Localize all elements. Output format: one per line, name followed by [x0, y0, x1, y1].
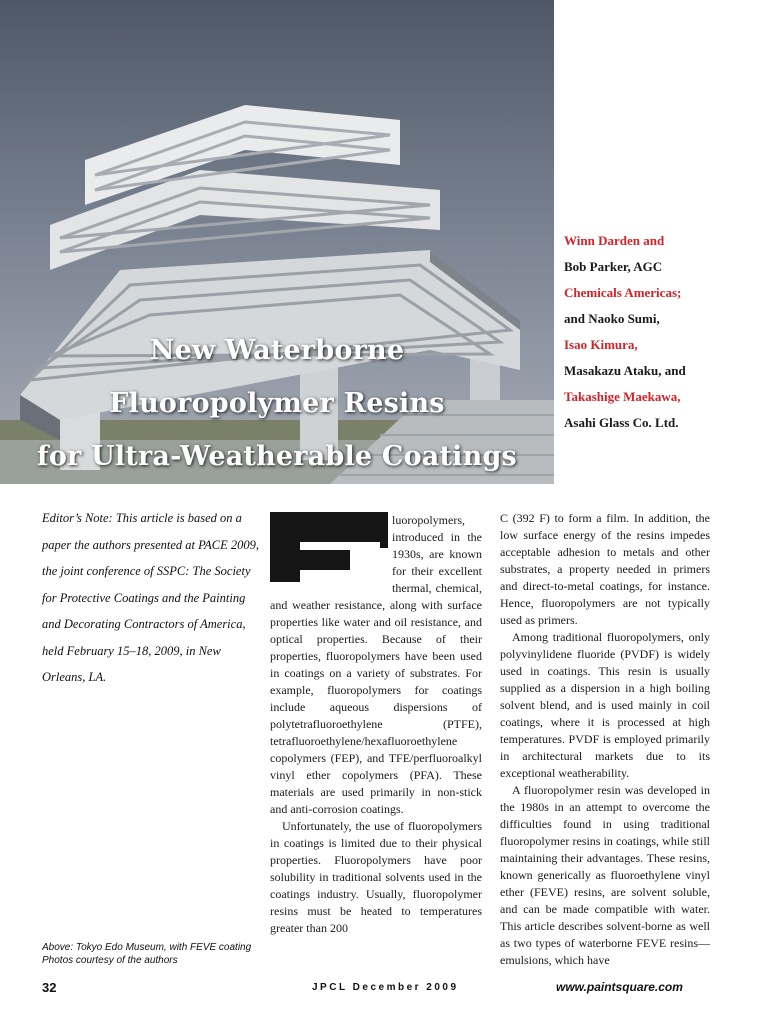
body-paragraph: A fluoropolymer resin was developed in the 1980s in an attempt to overcome the difficulties found in using traditional fluoropolymer resins in coatings, while still maintaining their advantages. These resins, known generically as fluoroethylene vinyl ether (FEVE) resins, are solvent soluble, and can be made compatible with water. This article describes solvent-borne as well as two types of waterborne FEVE resins—emulsions, which have [500, 783, 710, 967]
drop-cap [270, 512, 388, 582]
caption-line-1: Above: Tokyo Edo Museum, with FEVE coating [42, 942, 252, 953]
photo-caption [42, 941, 264, 967]
author-line: Isao Kimura, [564, 337, 638, 352]
body-column-2 [500, 510, 710, 970]
body-paragraph: Among traditional fluoropolymers, only polyvinylidene fluoride (PVDF) is widely used in coatings. This resin is usually supplied as a dispersion in a high boiling solvent blend, and is used mainly in coil coatings, where it is processed at high temperatures. PVDF is employed primarily in architectural markets due to its exceptional weatherability. [500, 630, 710, 780]
body-column-1 [270, 512, 482, 972]
author-list [564, 230, 764, 438]
body-paragraph: luoropolymers, introduced in the 1930s, are known for their excellent thermal, chemical, and weather resistance, along with surface properties like water and oil resistance, and optical properties. Because of their properties, fluoropolymers have been used in coatings on a variety of substrates. For example, fluoropolymers for coatings include aqueous dispersions of polytetrafluoroethylene (PTFE), tetrafluoroethylene/hexafluoroethylene copolymers (FEP), and TFE/perfluoroalkyl vinyl ether copolymers (PFA). These materials are used primarily in non-stick and anti-corrosion coatings. [270, 513, 482, 816]
editors-note: Editor’s Note: This article is based on a paper the authors presented at PACE 2009, the joint conference of SSPC: The Society for Protective Coatings and the Painting and Decorating Contractors of America, held February 15–18, 2009, in New Orleans, LA. [42, 511, 259, 684]
author-line: Winn Darden and [564, 233, 665, 248]
body-paragraph: Unfortunately, the use of fluoropolymers in coatings is limited due to their physical properties. Fluoropolymers have poor solubility in traditional solvents used in the coatings industry. Usually, fluoropolymer resins must be heated to temperatures greater than 200 [270, 819, 482, 935]
article-title-line-2: Fluoropolymer Resins [109, 388, 445, 419]
caption-line-2: Photos courtesy of the authors [42, 955, 178, 966]
article-title-line-3: for Ultra-Weatherable Coatings [37, 441, 517, 472]
author-line: Masakazu Ataku, and [564, 363, 686, 378]
body-paragraph: C (392 F) to form a film. In addition, the low surface energy of the resins impedes acceptable adhesion to metals and other substrates, a property needed in primers and direct-to-metal coatings, for instance. Hence, fluoropolymers are not typically used as primers. [500, 511, 710, 627]
author-line: Bob Parker, AGC [564, 259, 663, 274]
author-line: and Naoko Sumi, [564, 311, 660, 326]
hero-photo [0, 0, 554, 484]
page-number: 32 [42, 980, 57, 995]
author-line: Chemicals Americas; [564, 285, 682, 300]
author-line: Takashige Maekawa, [564, 389, 681, 404]
author-line: Asahi Glass Co. Ltd. [564, 415, 679, 430]
website-link[interactable]: www.paintsquare.com [556, 980, 683, 994]
drop-cap-f-glyph [270, 512, 388, 582]
journal-issue: JPCL December 2009 [312, 982, 459, 993]
article-title-line-1: New Waterborne [149, 335, 405, 366]
